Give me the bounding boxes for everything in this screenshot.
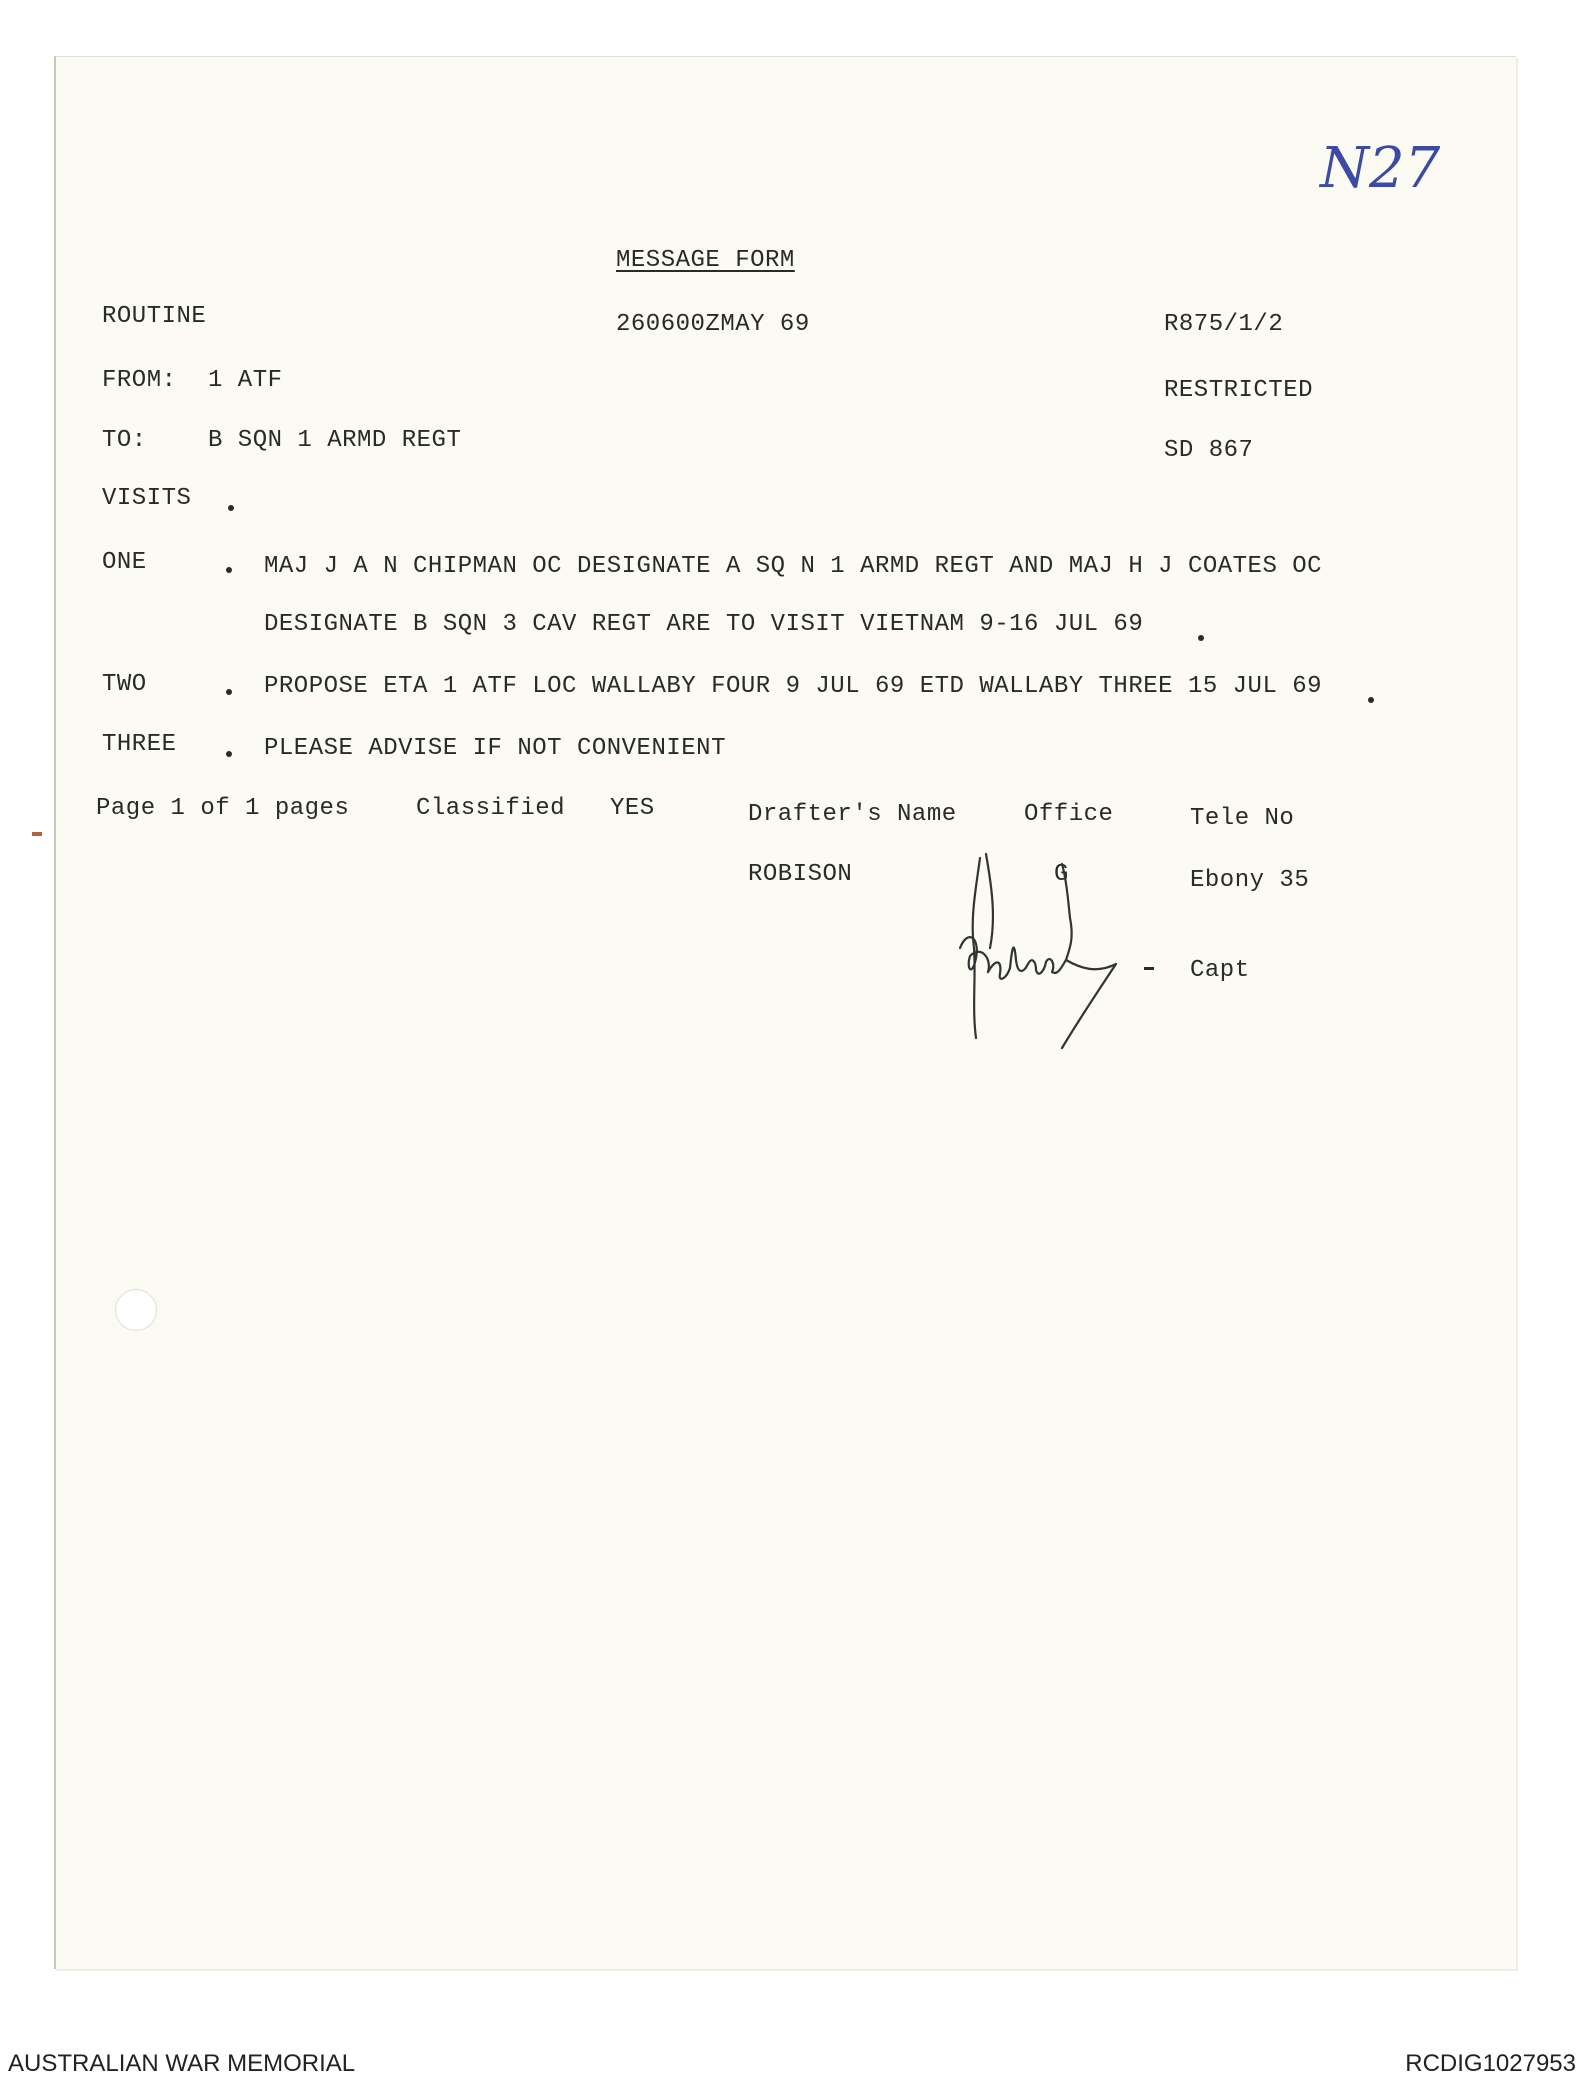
bullet-point	[228, 505, 234, 511]
handwritten-signature	[940, 848, 1140, 1058]
file-reference: R875/1/2	[1164, 311, 1284, 338]
footer-institution: AUSTRALIAN WAR MEMORIAL	[8, 2050, 356, 2077]
office-label: Office	[1024, 801, 1114, 828]
classified-value: YES	[610, 795, 655, 822]
page-count: Page 1 of 1 pages	[96, 795, 350, 822]
form-title: MESSAGE FORM	[616, 247, 795, 274]
from-value: 1 ATF	[208, 367, 283, 394]
precedence: ROUTINE	[102, 303, 207, 330]
drafter-name-value: ROBISON	[748, 861, 853, 888]
bullet-point	[226, 567, 232, 573]
paragraph-label: ONE	[102, 549, 147, 576]
punch-hole	[116, 1290, 156, 1330]
edge-mark	[32, 832, 42, 836]
serial-number: SD 867	[1164, 437, 1254, 464]
footer-item-id: RCDIG1027953	[1405, 2050, 1576, 2077]
subject: VISITS	[102, 485, 192, 512]
message-form-sheet	[54, 56, 1516, 1969]
paragraph-line: MAJ J A N CHIPMAN OC DESIGNATE A SQ N 1 ARMD REGT AND MAJ H J COATES OC	[264, 553, 1323, 580]
handwritten-reference: N27	[1320, 136, 1441, 201]
to-value: B SQN 1 ARMD REGT	[208, 427, 462, 454]
bullet-point	[226, 751, 232, 757]
paragraph-line: PROPOSE ETA 1 ATF LOC WALLABY FOUR 9 JUL 69 ETD WALLABY THREE 15 JUL 69	[264, 673, 1323, 700]
from-label: FROM:	[102, 367, 177, 394]
classified-label: Classified	[416, 795, 566, 822]
classification: RESTRICTED	[1164, 377, 1314, 404]
office-value: G	[1054, 861, 1069, 888]
date-time-group: 260600ZMAY 69	[616, 311, 810, 338]
paragraph-line: DESIGNATE B SQN 3 CAV REGT ARE TO VISIT VIETNAM 9-16 JUL 69	[264, 611, 1144, 638]
rank: Capt	[1190, 957, 1250, 984]
dash-mark	[1144, 967, 1154, 970]
tele-number-label: Tele No	[1190, 805, 1295, 832]
paragraph-label: TWO	[102, 671, 147, 698]
paragraph-line: PLEASE ADVISE IF NOT CONVENIENT	[264, 735, 726, 762]
drafter-name-label: Drafter's Name	[748, 801, 957, 828]
to-label: TO:	[102, 427, 147, 454]
bullet-point	[1198, 635, 1204, 641]
bullet-point	[1368, 697, 1374, 703]
paragraph-label: THREE	[102, 731, 177, 758]
bullet-point	[226, 689, 232, 695]
tele-number-value: Ebony 35	[1190, 867, 1310, 894]
